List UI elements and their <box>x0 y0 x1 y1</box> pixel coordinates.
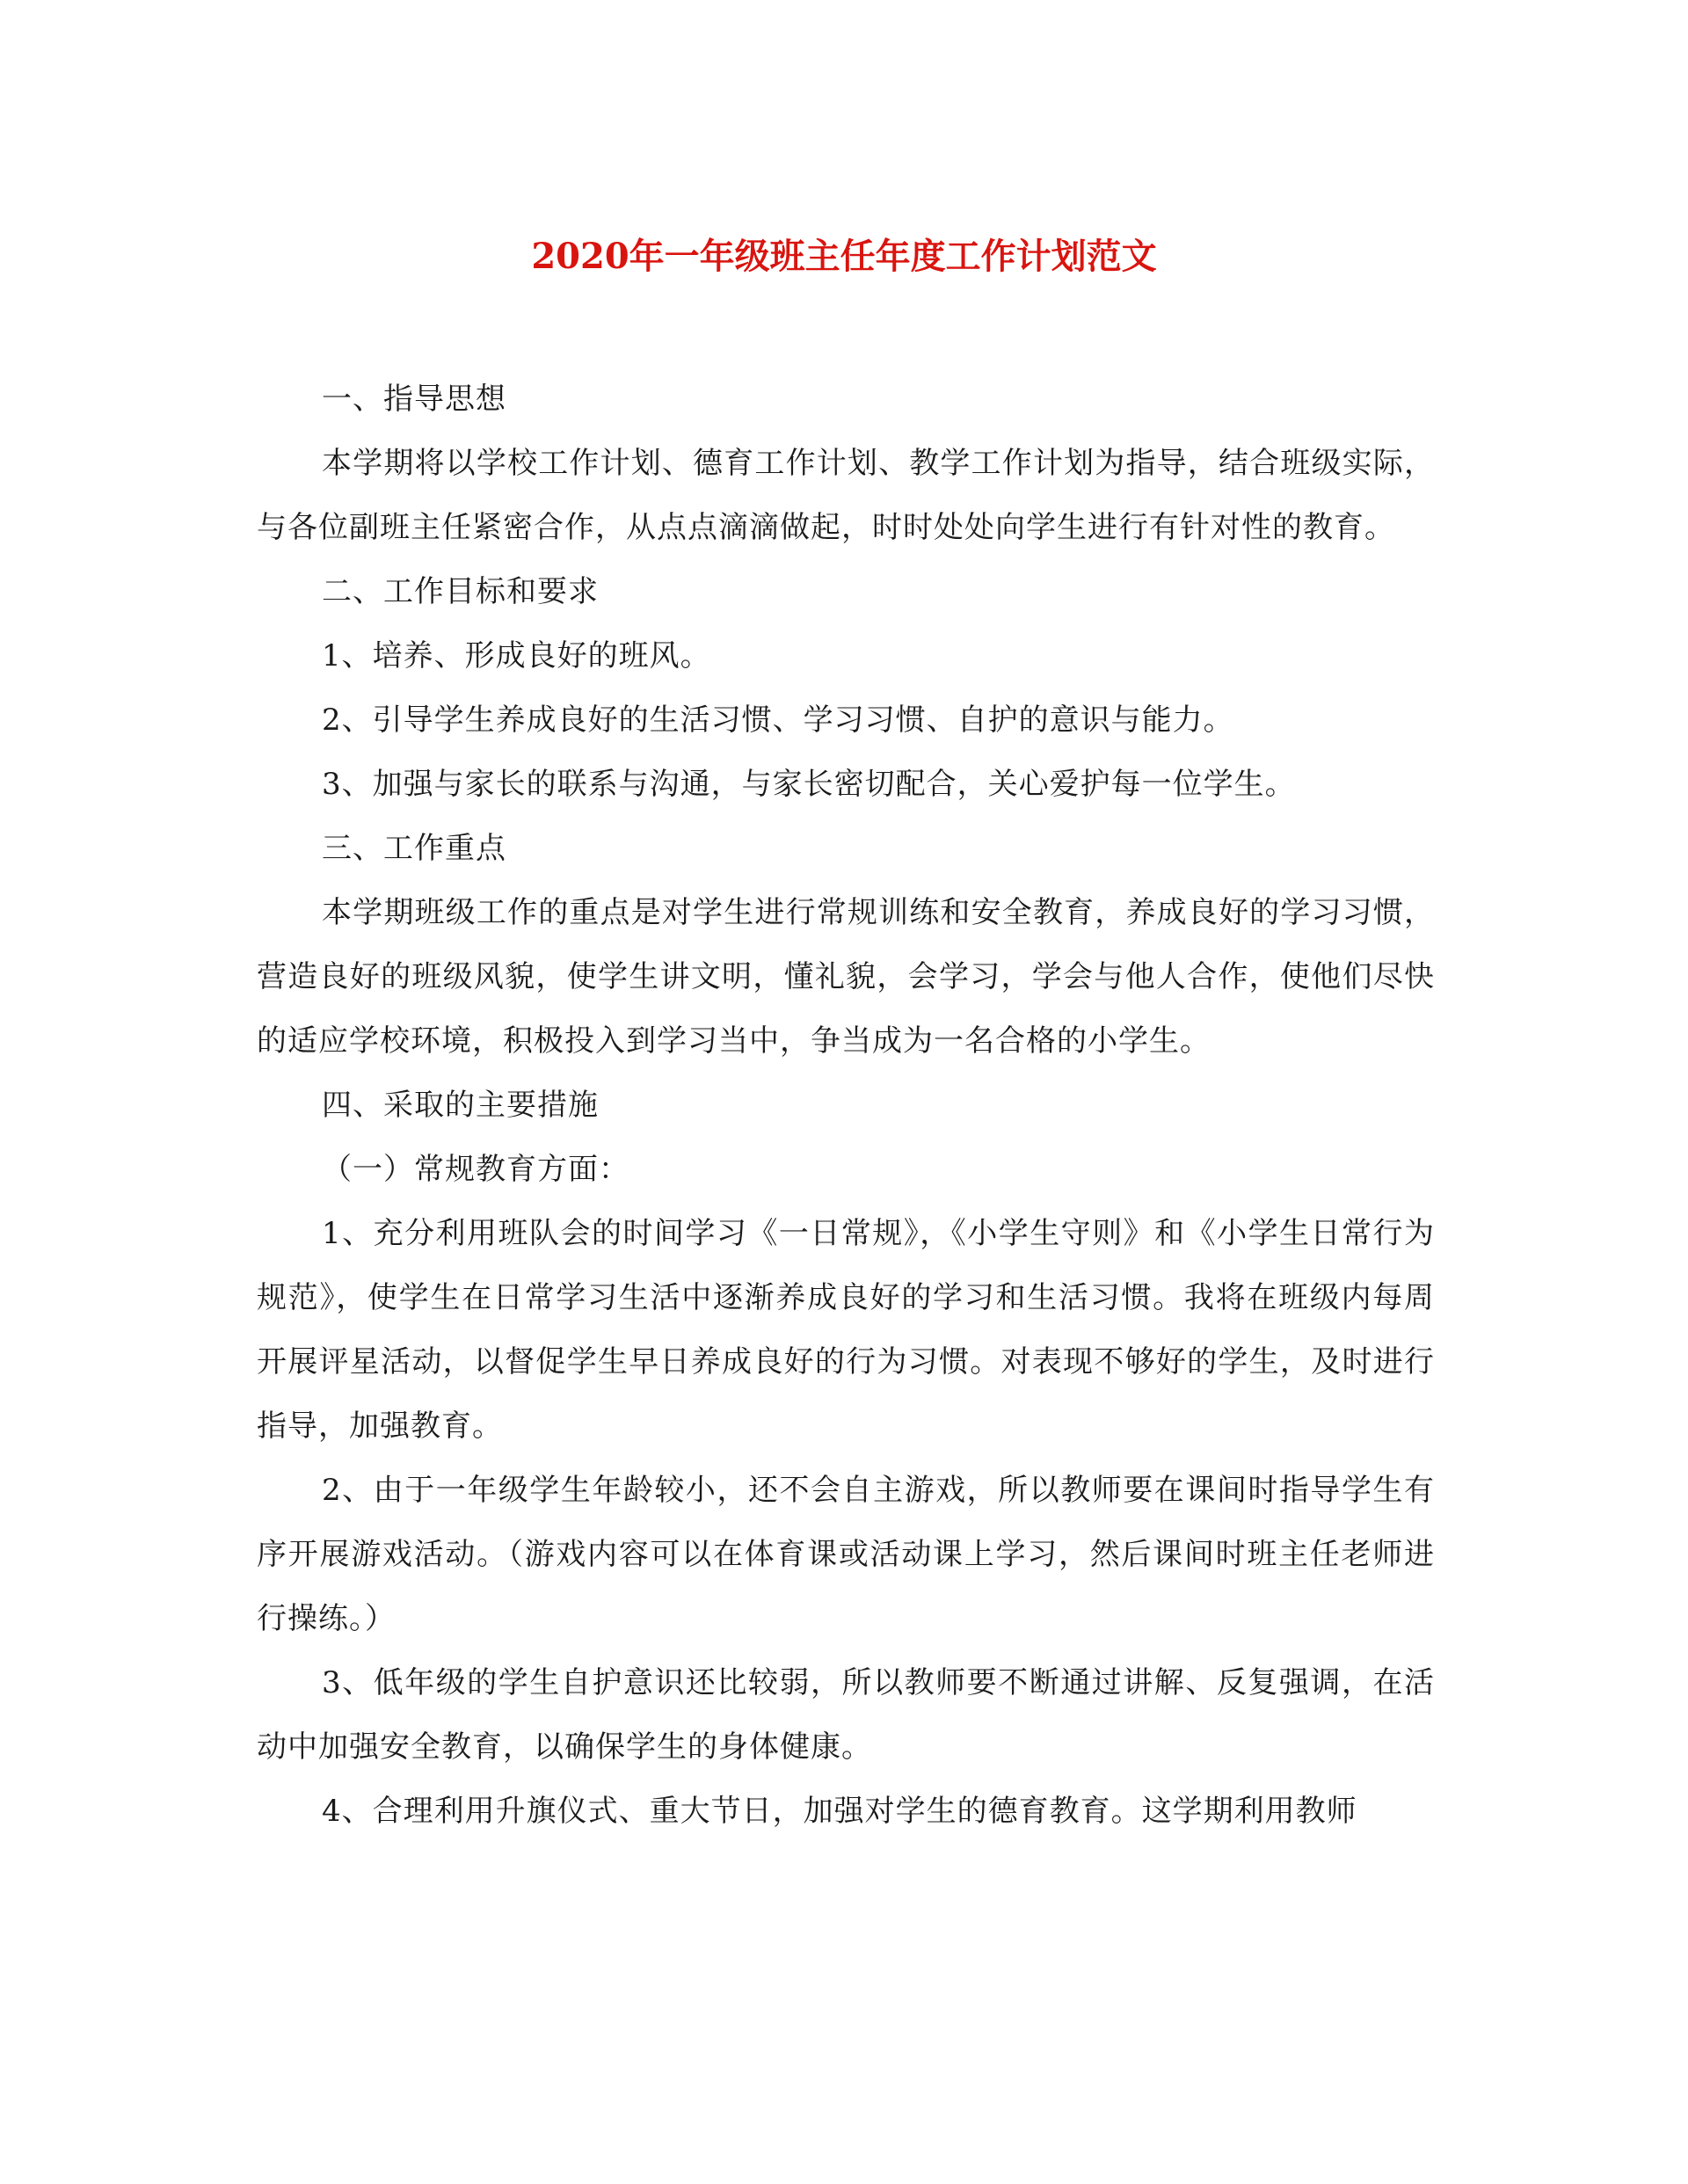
heading-work-focus: 三、工作重点 <box>322 831 506 866</box>
heading-guiding-ideology: 一、指导思想 <box>322 382 506 417</box>
list-item-goal-3: 3、加强与家长的联系与沟通，与家长密切配合，关心爱护每一位学生。 <box>322 767 1296 802</box>
list-item-measure-2: 2、由于一年级学生年龄较小，还不会自主游戏，所以教师要在课间时指导学生有序开展游戏活动。（游戏内容可以在体育课或活动课上学习，然后课间时班主任老师进行操练。） <box>257 1473 1435 1636</box>
list-item-measure-3: 3、低年级的学生自护意识还比较弱，所以教师要不断通过讲解、反复强调，在活动中加强安全教育，以确保学生的身体健康。 <box>257 1665 1435 1765</box>
list-item-goal-1: 1、培养、形成良好的班风。 <box>322 638 711 673</box>
heading-main-measures: 四、采取的主要措施 <box>322 1088 599 1123</box>
list-item-measure-1: 1、充分利用班队会的时间学习《一日常规》，《小学生守则》和《小学生日常行为规范》，使学生在日常学习生活中逐渐养成良好的学习和生活习惯。我将在班级内每周开展评星活动，以督促学生早日养成良好的行为习惯。对表现不够好的学生，及时进行指导，加强教育。 <box>257 1216 1435 1444</box>
subheading-routine-education: （一）常规教育方面： <box>322 1152 629 1187</box>
list-item-goal-2: 2、引导学生养成良好的生活习惯、学习习惯、自护的意识与能力。 <box>322 703 1234 738</box>
paragraph-work-focus: 本学期班级工作的重点是对学生进行常规训练和安全教育，养成良好的学习习惯，营造良好的班级风貌，使学生讲文明，懂礼貌，会学习，学会与他人合作，使他们尽快的适应学校环境，积极投入到学习当中，争当成为一名合格的小学生。 <box>257 895 1435 1059</box>
list-item-measure-4: 4、合理利用升旗仪式、重大节日，加强对学生的德育教育。这学期利用教师 <box>322 1794 1357 1829</box>
heading-goals-requirements: 二、工作目标和要求 <box>322 574 599 609</box>
paragraph-guiding-ideology: 本学期将以学校工作计划、德育工作计划、教学工作计划为指导，结合班级实际，与各位副班主任紧密合作，从点点滴滴做起，时时处处向学生进行有针对性的教育。 <box>257 446 1435 545</box>
document-title: 2020年一年级班主任年度工作计划范文 <box>531 236 1157 277</box>
document-body <box>257 368 1435 1844</box>
